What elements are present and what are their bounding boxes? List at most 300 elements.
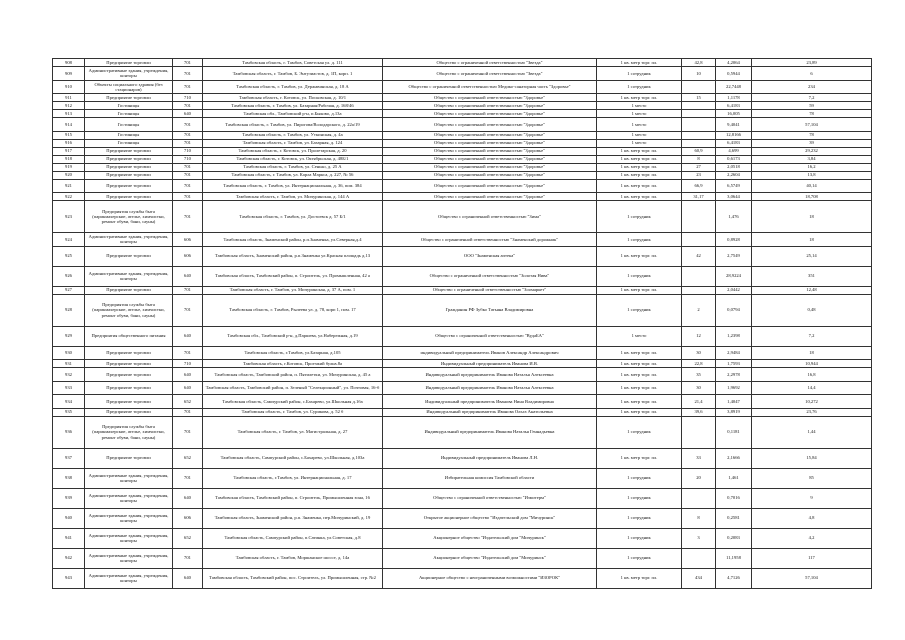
calc-unit-cell: 1 кв. метр торг. пл. xyxy=(597,155,682,163)
owner-name-cell: Общество с ограниченной ответственностью "Здоровье" xyxy=(383,155,597,163)
object-address-cell: Тамбовская область, г.Тамбов, ул.Базарная, д.105 xyxy=(203,346,383,360)
waste-volume-cell: 6 xyxy=(752,67,872,81)
object-address-cell: Тамбовская область, Тамбовский район, п. Пятилетки, ул. Мичуринская, д. 45 а xyxy=(203,368,383,382)
owner-name-cell: Индивидуальный предприниматель Иванова Наталья Геннадьевна xyxy=(383,416,597,448)
waste-volume-cell: 29,232 xyxy=(752,147,872,155)
okato-code-cell: 701 xyxy=(173,163,203,171)
unit-count-cell: 30 xyxy=(682,381,716,395)
object-address-cell: Тамбовская область, г. Тамбов, ул. Уткинская, д. 4а xyxy=(203,131,383,139)
object-type-cell: Предприятия службы быта (парикмахерские, ателье, химчистки, ремонт обуви, бани, сауны) xyxy=(85,416,173,448)
calc-unit-cell: 1 сотрудник xyxy=(597,80,682,94)
table-row xyxy=(53,326,872,346)
object-type-cell: Предприятие торговли xyxy=(85,381,173,395)
waste-volume-cell: 3,84 xyxy=(752,155,872,163)
row-number-cell: 912 xyxy=(53,102,85,110)
object-address-cell: Тамбовская область, г. Тамбов, ул. Достоевск д. 57 Б/1 xyxy=(203,201,383,233)
row-number-cell: 910 xyxy=(53,80,85,94)
table-row xyxy=(53,528,872,548)
owner-name-cell: Общество с ограниченной ответственностью "Здоровье" xyxy=(383,147,597,155)
object-type-cell: Административные здания, учреждения, конторы xyxy=(85,266,173,286)
object-address-cell: Тамбовская область, г. Тамбов, ул. Мичуринская, д. 37 А, пом. 1 xyxy=(203,286,383,294)
row-number-cell: 932 xyxy=(53,368,85,382)
okato-code-cell: 640 xyxy=(173,488,203,508)
waste-volume-cell: 10,272 xyxy=(752,395,872,409)
unit-count-cell: 2 xyxy=(682,294,716,326)
okato-code-cell: 710 xyxy=(173,155,203,163)
waste-norm-cell: 2,2978 xyxy=(716,368,752,382)
row-number-cell: 915 xyxy=(53,131,85,139)
waste-norm-cell: 1,7593 xyxy=(716,360,752,368)
unit-count-cell: 60,9 xyxy=(682,147,716,155)
table-row xyxy=(53,59,872,67)
waste-norm-cell: 1,476 xyxy=(716,201,752,233)
waste-norm-cell: 2,2604 xyxy=(716,171,752,179)
okato-code-cell: 701 xyxy=(173,408,203,416)
row-number-cell: 935 xyxy=(53,408,85,416)
waste-norm-cell: 3,0644 xyxy=(716,193,752,201)
waste-volume-cell: 23,76 xyxy=(752,408,872,416)
calc-unit-cell: 1 кв. метр торг. пл. xyxy=(597,59,682,67)
waste-registry-table xyxy=(52,58,872,589)
object-address-cell: Тамбовская область, г. Тамбов, Моршанское шоссе, д. 14а xyxy=(203,548,383,568)
row-number-cell: 937 xyxy=(53,448,85,468)
owner-name-cell: Общество с ограниченной ответственностью Медико-санаторная часть "Здоровье" xyxy=(383,80,597,94)
waste-norm-cell: 0,2083 xyxy=(716,528,752,548)
waste-norm-cell: 0,0794 xyxy=(716,294,752,326)
okato-code-cell: 701 xyxy=(173,193,203,201)
waste-volume-cell: 18 xyxy=(752,346,872,360)
row-number-cell: 920 xyxy=(53,171,85,179)
waste-volume-cell: 59 xyxy=(752,102,872,110)
calc-unit-cell: 1 кв. метр торг. пл. xyxy=(597,163,682,171)
waste-norm-cell: 2,1666 xyxy=(716,448,752,468)
waste-norm-cell: 6,5749 xyxy=(716,179,752,193)
unit-count-cell: 10 xyxy=(682,67,716,81)
unit-count-cell: 39,6 xyxy=(682,408,716,416)
object-type-cell: Гостиницы xyxy=(85,118,173,132)
row-number-cell: 925 xyxy=(53,246,85,266)
calc-unit-cell: 1 сотрудник xyxy=(597,528,682,548)
waste-volume-cell: 85 xyxy=(752,468,872,488)
waste-norm-cell: 0,7016 xyxy=(716,488,752,508)
row-number-cell: 934 xyxy=(53,395,85,409)
object-type-cell: Предприятие торговли xyxy=(85,286,173,294)
waste-norm-cell: 16,005 xyxy=(716,110,752,118)
object-address-cell: Тамбовская область, Тамбовский район, п. Зеленый "Селекционный", ул. Почтовая, 16-б xyxy=(203,381,383,395)
calc-unit-cell: 1 место xyxy=(597,102,682,110)
calc-unit-cell: 1 сотрудник xyxy=(597,233,682,247)
object-type-cell: Предприятия общественного питания xyxy=(85,326,173,346)
object-address-cell: Тамбовская обл., Тамбовский р-н, д.Паршева, ул.Набережная, д.19 xyxy=(203,326,383,346)
row-number-cell: 927 xyxy=(53,286,85,294)
calc-unit-cell: 1 сотрудник xyxy=(597,294,682,326)
unit-count-cell: 23 xyxy=(682,171,716,179)
waste-volume-cell: 25,14 xyxy=(752,246,872,266)
okato-code-cell: 701 xyxy=(173,346,203,360)
unit-count-cell xyxy=(682,201,716,233)
table-row xyxy=(53,448,872,468)
owner-name-cell: Индивидуальный предприниматель Иванова Ольга Анатольевна xyxy=(383,408,597,416)
calc-unit-cell: 1 сотрудник xyxy=(597,468,682,488)
table-row xyxy=(53,80,872,94)
unit-count-cell: 30 xyxy=(682,346,716,360)
waste-volume-cell: 351 xyxy=(752,266,872,286)
waste-norm-cell: 2,0518 xyxy=(716,163,752,171)
object-address-cell: Тамбовская область, г.Тамбов, ул. Интернациональная, д. 17 xyxy=(203,468,383,488)
okato-code-cell: 701 xyxy=(173,468,203,488)
object-type-cell: Предприятие торговли xyxy=(85,147,173,155)
table-row xyxy=(53,395,872,409)
row-number-cell: 931 xyxy=(53,360,85,368)
row-number-cell: 924 xyxy=(53,233,85,247)
object-type-cell: Предприятия службы быта (парикмахерские, ателье, химчистки, ремонт обуви, бани, сауны) xyxy=(85,294,173,326)
waste-norm-cell: 2,9484 xyxy=(716,346,752,360)
object-type-cell: Предприятие торговли xyxy=(85,163,173,171)
unit-count-cell: 12 xyxy=(682,326,716,346)
waste-norm-cell: 4,2064 xyxy=(716,59,752,67)
waste-norm-cell: 1,4047 xyxy=(716,395,752,409)
waste-volume-cell: 16,8 xyxy=(752,368,872,382)
waste-norm-cell: 0,5944 xyxy=(716,67,752,81)
owner-name-cell: Общество с ограниченной ответственностью "Здоровье" xyxy=(383,171,597,179)
calc-unit-cell: 1 место xyxy=(597,110,682,118)
object-type-cell: Административные здания, учреждения, конторы xyxy=(85,67,173,81)
table-row xyxy=(53,468,872,488)
okato-code-cell: 640 xyxy=(173,110,203,118)
waste-norm-cell: 12,8166 xyxy=(716,131,752,139)
waste-norm-cell: 9,4041 xyxy=(716,118,752,132)
object-type-cell: Предприятие торговли xyxy=(85,448,173,468)
owner-name-cell: ООО "Знаменская аптека" xyxy=(383,246,597,266)
okato-code-cell: 640 xyxy=(173,266,203,286)
unit-count-cell: 3 xyxy=(682,528,716,548)
table-row xyxy=(53,155,872,163)
okato-code-cell: 710 xyxy=(173,94,203,102)
waste-volume-cell: 117 xyxy=(752,548,872,568)
owner-name-cell: Общество с ограниченной ответственностью "Здоровье" xyxy=(383,193,597,201)
row-number-cell: 943 xyxy=(53,568,85,588)
calc-unit-cell: 1 кв. метр торг. пл. xyxy=(597,408,682,416)
row-number-cell: 930 xyxy=(53,346,85,360)
waste-norm-cell: 0,2581 xyxy=(716,508,752,528)
owner-name-cell: Общество с ограниченной ответственностью "Здоровье" xyxy=(383,94,597,102)
table-row xyxy=(53,294,872,326)
object-type-cell: Предприятие торговли xyxy=(85,193,173,201)
table-row xyxy=(53,568,872,588)
row-number-cell: 914 xyxy=(53,118,85,132)
owner-name-cell: Общество с ограниченной ответственностью "Здоровье" xyxy=(383,110,597,118)
owner-name-cell: Открытое акционерное общество "Издательский дом "Мичуринск" xyxy=(383,508,597,528)
okato-code-cell: 701 xyxy=(173,294,203,326)
calc-unit-cell: 1 место xyxy=(597,139,682,147)
waste-volume-cell: 16,2 xyxy=(752,163,872,171)
object-type-cell: Административные здания, учреждения, конторы xyxy=(85,488,173,508)
waste-norm-cell: 11,1958 xyxy=(716,548,752,568)
object-type-cell: Предприятия службы быта (парикмахерские, ателье, химчистки, ремонт обуви, бани, сауны) xyxy=(85,201,173,233)
row-number-cell: 929 xyxy=(53,326,85,346)
okato-code-cell: 710 xyxy=(173,360,203,368)
owner-name-cell: Общество с ограниченной ответственностью "ВудаБА" xyxy=(383,326,597,346)
okato-code-cell: 652 xyxy=(173,528,203,548)
unit-count-cell: 31,17 xyxy=(682,193,716,201)
calc-unit-cell: 1 сотрудник xyxy=(597,201,682,233)
calc-unit-cell: 1 кв. метр торг. пл. xyxy=(597,381,682,395)
waste-volume-cell: 234 xyxy=(752,80,872,94)
unit-count-cell xyxy=(682,80,716,94)
object-type-cell: Административные здания, учреждения, конторы xyxy=(85,508,173,528)
owner-name-cell: Индивидуальный предприниматель Иванова Л.Н. xyxy=(383,448,597,468)
row-number-cell: 918 xyxy=(53,155,85,163)
object-address-cell: Тамбовская область, г. Тамбов, ул. Сурикова, д. 52 б xyxy=(203,408,383,416)
owner-name-cell: Общество с ограниченной ответственностью "Золотая Нива" xyxy=(383,266,597,286)
okato-code-cell: 701 xyxy=(173,548,203,568)
row-number-cell: 916 xyxy=(53,139,85,147)
unit-count-cell: 66,9 xyxy=(682,179,716,193)
waste-norm-cell: 2,7549 xyxy=(716,246,752,266)
owner-name-cell: Общество с ограниченной ответственностью "Измотерм" xyxy=(383,488,597,508)
row-number-cell: 917 xyxy=(53,147,85,155)
waste-volume-cell: 78 xyxy=(752,131,872,139)
table-row xyxy=(53,346,872,360)
waste-norm-cell: 0,8928 xyxy=(716,233,752,247)
table-row xyxy=(53,67,872,81)
waste-volume-cell: 18 xyxy=(752,201,872,233)
object-address-cell: Тамбовская область, г. Котовск, ул. Октябрьская, д. 48Б/1 xyxy=(203,155,383,163)
object-type-cell: Предприятие торговли xyxy=(85,408,173,416)
okato-code-cell: 652 xyxy=(173,448,203,468)
table-row xyxy=(53,147,872,155)
table-row xyxy=(53,139,872,147)
object-type-cell: Предприятие торговли xyxy=(85,94,173,102)
waste-volume-cell: 57,104 xyxy=(752,568,872,588)
table-row xyxy=(53,548,872,568)
waste-norm-cell: 1,1178 xyxy=(716,94,752,102)
object-address-cell: Тамбовская область, г. Котовск, ул. Пролетарская, д. 20 xyxy=(203,147,383,155)
owner-name-cell: Общество с ограниченной ответственностью "Здоровье" xyxy=(383,131,597,139)
registry-sheet xyxy=(52,58,871,589)
calc-unit-cell: 1 кв. метр торг. пл. xyxy=(597,246,682,266)
unit-count-cell xyxy=(682,266,716,286)
table-row xyxy=(53,488,872,508)
okato-code-cell: 701 xyxy=(173,179,203,193)
object-address-cell: Тамбовская область, Тамбовский район, п. Строитель, Промышленная зона, 16 xyxy=(203,488,383,508)
waste-volume-cell: 40,14 xyxy=(752,179,872,193)
table-row xyxy=(53,171,872,179)
object-type-cell: Гостиницы xyxy=(85,131,173,139)
okato-code-cell: 701 xyxy=(173,286,203,294)
object-type-cell: Предприятие торговли xyxy=(85,346,173,360)
object-type-cell: Предприятие торговли xyxy=(85,368,173,382)
row-number-cell: 909 xyxy=(53,67,85,81)
okato-code-cell: 710 xyxy=(173,147,203,155)
owner-name-cell: индивидуальный предприниматель Иванов Александр Александрович xyxy=(383,346,597,360)
object-address-cell: Тамбовская область, г. Котовск, ул. Посковская, д. 10/1 xyxy=(203,94,383,102)
unit-count-cell: 8 xyxy=(682,155,716,163)
okato-code-cell: 640 xyxy=(173,326,203,346)
okato-code-cell: 640 xyxy=(173,381,203,395)
waste-volume-cell: 0,48 xyxy=(752,294,872,326)
waste-volume-cell: 78 xyxy=(752,110,872,118)
waste-norm-cell: 2,0442 xyxy=(716,286,752,294)
waste-norm-cell: 0,6173 xyxy=(716,155,752,163)
table-row xyxy=(53,110,872,118)
okato-code-cell: 606 xyxy=(173,233,203,247)
calc-unit-cell: 1 сотрудник xyxy=(597,67,682,81)
object-type-cell: Предприятие торговли xyxy=(85,59,173,67)
owner-name-cell: Общество с ограниченной ответственностью "Здоровье" xyxy=(383,139,597,147)
waste-volume-cell: 7,2 xyxy=(752,326,872,346)
table-body xyxy=(53,59,872,589)
waste-norm-cell: 1,2398 xyxy=(716,326,752,346)
object-address-cell: Тамбовская область, Сампурский район, с.Бахарево, ул.Школьная д.1ба xyxy=(203,395,383,409)
waste-volume-cell: 23,89 xyxy=(752,59,872,67)
row-number-cell: 922 xyxy=(53,193,85,201)
row-number-cell: 941 xyxy=(53,528,85,548)
unit-count-cell: 33 xyxy=(682,448,716,468)
okato-code-cell: 640 xyxy=(173,568,203,588)
object-type-cell: Объекты социального здравия (без стационаров) xyxy=(85,80,173,94)
waste-volume-cell: 9 xyxy=(752,488,872,508)
table-row xyxy=(53,118,872,132)
unit-count-cell xyxy=(682,488,716,508)
calc-unit-cell: 1 место xyxy=(597,131,682,139)
row-number-cell: 928 xyxy=(53,294,85,326)
unit-count-cell xyxy=(682,102,716,110)
owner-name-cell: Гражданин РФ Зубко Татьяна Владимировна xyxy=(383,294,597,326)
waste-norm-cell: 28,9224 xyxy=(716,266,752,286)
table-row xyxy=(53,193,872,201)
okato-code-cell: 701 xyxy=(173,171,203,179)
object-address-cell: Тамбовская область, г. Тамбов, ул. Карла Маркса, д. 227, № 56 xyxy=(203,171,383,179)
row-number-cell: 923 xyxy=(53,201,85,233)
waste-norm-cell: 22,7448 xyxy=(716,80,752,94)
table-row xyxy=(53,94,872,102)
waste-volume-cell: 18 xyxy=(752,233,872,247)
waste-volume-cell: 1,44 xyxy=(752,416,872,448)
owner-name-cell: Индивидуальный предприниматель Иванова Наталья Алексеевна xyxy=(383,368,597,382)
object-address-cell: Тамбовская область, Знаменский район, р.п.Знаменка ул.Красная площадь д.13 xyxy=(203,246,383,266)
waste-volume-cell: 15,84 xyxy=(752,448,872,468)
object-address-cell: Тамбовская обл., Тамбовский р-н, п.Быково, д.13а xyxy=(203,110,383,118)
waste-volume-cell: 7,2 xyxy=(752,94,872,102)
waste-volume-cell: 13,8 xyxy=(752,171,872,179)
waste-volume-cell: 12,48 xyxy=(752,286,872,294)
owner-name-cell: Акционерное общество "Издательский дом "Мичуринск" xyxy=(383,528,597,548)
owner-name-cell: Общество с ограниченной ответственностью "Зима" xyxy=(383,201,597,233)
okato-code-cell: 701 xyxy=(173,102,203,110)
table-row xyxy=(53,360,872,368)
okato-code-cell: 701 xyxy=(173,59,203,67)
unit-count-cell: 42 xyxy=(682,246,716,266)
object-type-cell: Предприятие торговли xyxy=(85,246,173,266)
calc-unit-cell: 1 кв. метр торг. пл. xyxy=(597,171,682,179)
okato-code-cell: 701 xyxy=(173,416,203,448)
owner-name-cell: Общество с ограниченной ответственностью "Зоомаркет" xyxy=(383,286,597,294)
object-type-cell: Предприятие торговли xyxy=(85,360,173,368)
calc-unit-cell: 1 кв. метр торг. пл. xyxy=(597,568,682,588)
unit-count-cell xyxy=(682,139,716,147)
row-number-cell: 908 xyxy=(53,59,85,67)
table-row xyxy=(53,381,872,395)
calc-unit-cell: 1 сотрудник xyxy=(597,266,682,286)
row-number-cell: 940 xyxy=(53,508,85,528)
okato-code-cell: 701 xyxy=(173,201,203,233)
calc-unit-cell: 1 кв. метр торг. пл. xyxy=(597,193,682,201)
object-type-cell: Административные здания, учреждения, конторы xyxy=(85,528,173,548)
unit-count-cell xyxy=(682,548,716,568)
unit-count-cell xyxy=(682,233,716,247)
waste-volume-cell: 39 xyxy=(752,139,872,147)
unit-count-cell: 27 xyxy=(682,163,716,171)
okato-code-cell: 701 xyxy=(173,139,203,147)
owner-name-cell: Акционерное общество с неограниченными возможностями "ИЗОРОК" xyxy=(383,568,597,588)
calc-unit-cell: 1 кв. метр торг. пл. xyxy=(597,94,682,102)
table-row xyxy=(53,233,872,247)
row-number-cell: 936 xyxy=(53,416,85,448)
table-row xyxy=(53,368,872,382)
row-number-cell: 939 xyxy=(53,488,85,508)
okato-code-cell: 652 xyxy=(173,395,203,409)
object-address-cell: Тамбовская область, г. Тамбов, ул. Сенько, д. 25 А xyxy=(203,163,383,171)
table-row xyxy=(53,286,872,294)
calc-unit-cell: 1 кв. метр торг. пл. xyxy=(597,179,682,193)
table-row xyxy=(53,508,872,528)
waste-norm-cell: 1,9692 xyxy=(716,381,752,395)
okato-code-cell: 701 xyxy=(173,80,203,94)
unit-count-cell: 15 xyxy=(682,94,716,102)
object-address-cell: Тамбовская область, г. Тамбов, ул. Державинская, д. 18 А xyxy=(203,80,383,94)
row-number-cell: 933 xyxy=(53,381,85,395)
object-type-cell: Гостиницы xyxy=(85,110,173,118)
object-type-cell: Административные здания, учреждения, конторы xyxy=(85,468,173,488)
object-address-cell: Тамбовская область, г. Тамбов, Рылеева ул. д. 78, корп 1, пом. 17 xyxy=(203,294,383,326)
table-row xyxy=(53,266,872,286)
unit-count-cell xyxy=(682,286,716,294)
object-address-cell: Тамбовская область, г. Тамбов, ул. Интернациональная, д. 36, пом. 384 xyxy=(203,179,383,193)
table-row xyxy=(53,179,872,193)
waste-norm-cell: 4,699 xyxy=(716,147,752,155)
owner-name-cell: Общество с ограниченной ответственностью "Звезда" xyxy=(383,67,597,81)
table-row xyxy=(53,102,872,110)
object-type-cell: Предприятие торговли xyxy=(85,171,173,179)
unit-count-cell: 20 xyxy=(682,468,716,488)
owner-name-cell: Общество с ограниченной ответственностью "Здоровье" xyxy=(383,102,597,110)
owner-name-cell: Индивидуальный предприниматель Иванова Наталья Алексеевна xyxy=(383,381,597,395)
table-row xyxy=(53,131,872,139)
waste-volume-cell: 18,708 xyxy=(752,193,872,201)
owner-name-cell: Общество с ограниченной ответственностью "Здоровье" xyxy=(383,163,597,171)
object-type-cell: Административные здания, учреждения, конторы xyxy=(85,548,173,568)
object-type-cell: Предприятие торговли xyxy=(85,155,173,163)
object-address-cell: Тамбовская область, г. Тамбов, ул. Магистральная, д. 27 xyxy=(203,416,383,448)
unit-count-cell xyxy=(682,416,716,448)
object-type-cell: Предприятие торговли xyxy=(85,179,173,193)
object-type-cell: Предприятие торговли xyxy=(85,395,173,409)
unit-count-cell: 42,8 xyxy=(682,59,716,67)
waste-norm-cell: 6,4183 xyxy=(716,102,752,110)
object-type-cell: Административные здания, учреждения, конторы xyxy=(85,233,173,247)
unit-count-cell xyxy=(682,118,716,132)
object-address-cell: Тамбовская область, г.Котовск, Проезжий бульв.8а xyxy=(203,360,383,368)
okato-code-cell: 701 xyxy=(173,67,203,81)
waste-volume-cell: 10,944 xyxy=(752,360,872,368)
owner-name-cell: Индивидуальный предприниматель Иванова Нина Владимировна xyxy=(383,395,597,409)
calc-unit-cell: 1 кв. метр торг. пл. xyxy=(597,448,682,468)
table-row xyxy=(53,163,872,171)
owner-name-cell: Общество с ограниченной ответственностью "Звезда" xyxy=(383,59,597,67)
unit-count-cell: 21,4 xyxy=(682,395,716,409)
row-number-cell: 911 xyxy=(53,94,85,102)
